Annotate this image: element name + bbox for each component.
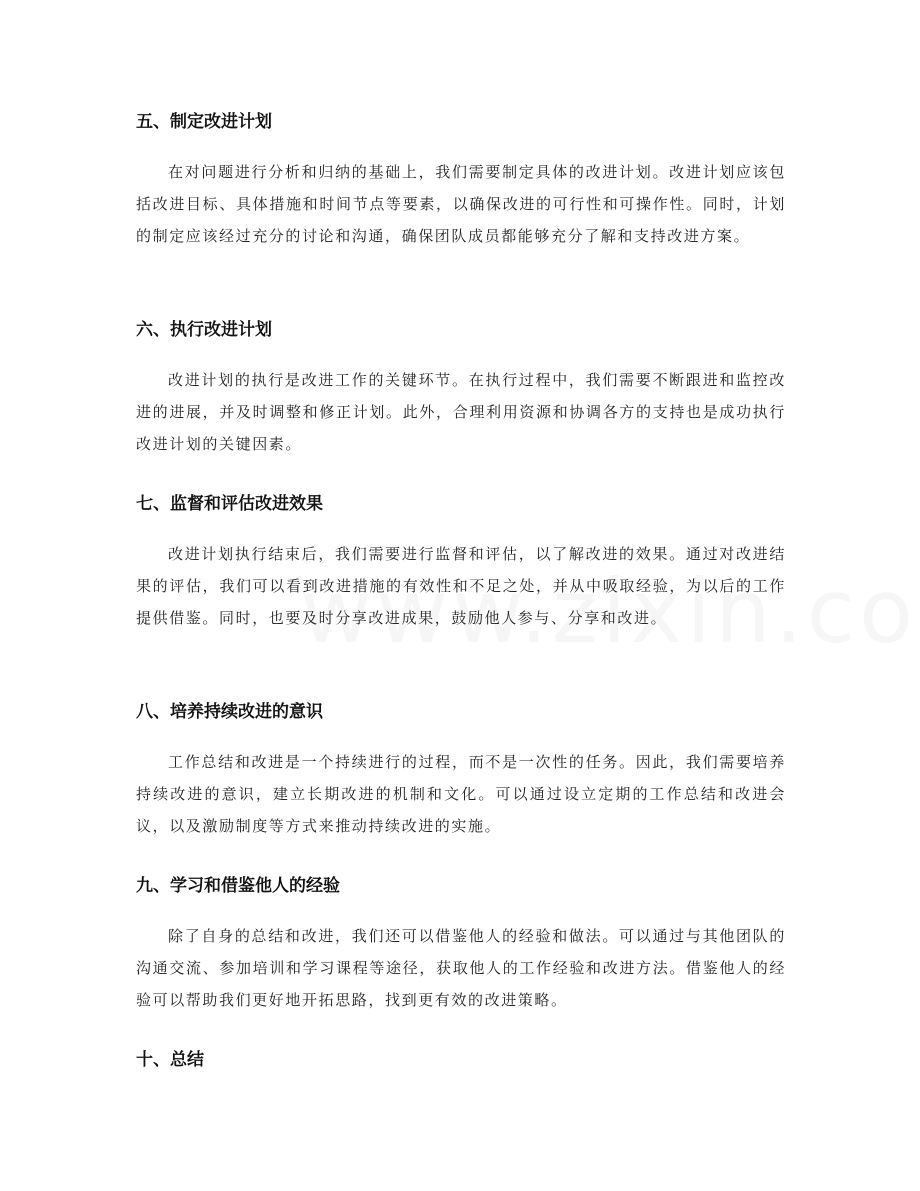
section-heading: 五、制定改进计划 (136, 112, 272, 132)
section-paragraph: 改进计划执行结束后，我们需要进行监督和评估，以了解改进的效果。通过对改进结果的评估，我们可以看到改进措施的有效性和不足之处，并从中吸取经验，为以后的工作提供借鉴。同时，也要及时分享改进成果，鼓励他人参与、分享和改进。 (136, 545, 786, 627)
section-9 (136, 874, 786, 1016)
section-heading: 八、培养持续改进的意识 (136, 702, 323, 722)
section-6 (136, 318, 786, 460)
section-heading: 十、总结 (136, 1050, 204, 1070)
section-heading: 九、学习和借鉴他人的经验 (136, 876, 340, 896)
section-paragraph: 除了自身的总结和改进，我们还可以借鉴他人的经验和做法。可以通过与其他团队的沟通交流、参加培训和学习课程等途径，获取他人的工作经验和改进方法。借鉴他人的经验可以帮助我们更好地开拓思路，找到更有效的改进策略。 (136, 927, 786, 1009)
section-10 (136, 1048, 786, 1072)
section-heading: 六、执行改进计划 (136, 320, 272, 340)
section-7 (136, 492, 786, 634)
section-8 (136, 700, 786, 842)
section-heading: 七、监督和评估改进效果 (136, 494, 323, 514)
section-paragraph: 改进计划的执行是改进工作的关键环节。在执行过程中，我们需要不断跟进和监控改进的进展，并及时调整和修正计划。此外，合理利用资源和协调各方的支持也是成功执行改进计划的关键因素。 (136, 371, 786, 453)
section-paragraph: 工作总结和改进是一个持续进行的过程，而不是一次性的任务。因此，我们需要培养持续改进的意识，建立长期改进的机制和文化。可以通过设立定期的工作总结和改进会议，以及激励制度等方式来推动持续改进的实施。 (136, 753, 786, 835)
section-paragraph: 在对问题进行分析和归纳的基础上，我们需要制定具体的改进计划。改进计划应该包括改进目标、具体措施和时间节点等要素，以确保改进的可行性和可操作性。同时，计划的制定应该经过充分的讨论和沟通，确保团队成员都能够充分了解和支持改进方案。 (136, 163, 786, 245)
section-5 (136, 110, 786, 252)
